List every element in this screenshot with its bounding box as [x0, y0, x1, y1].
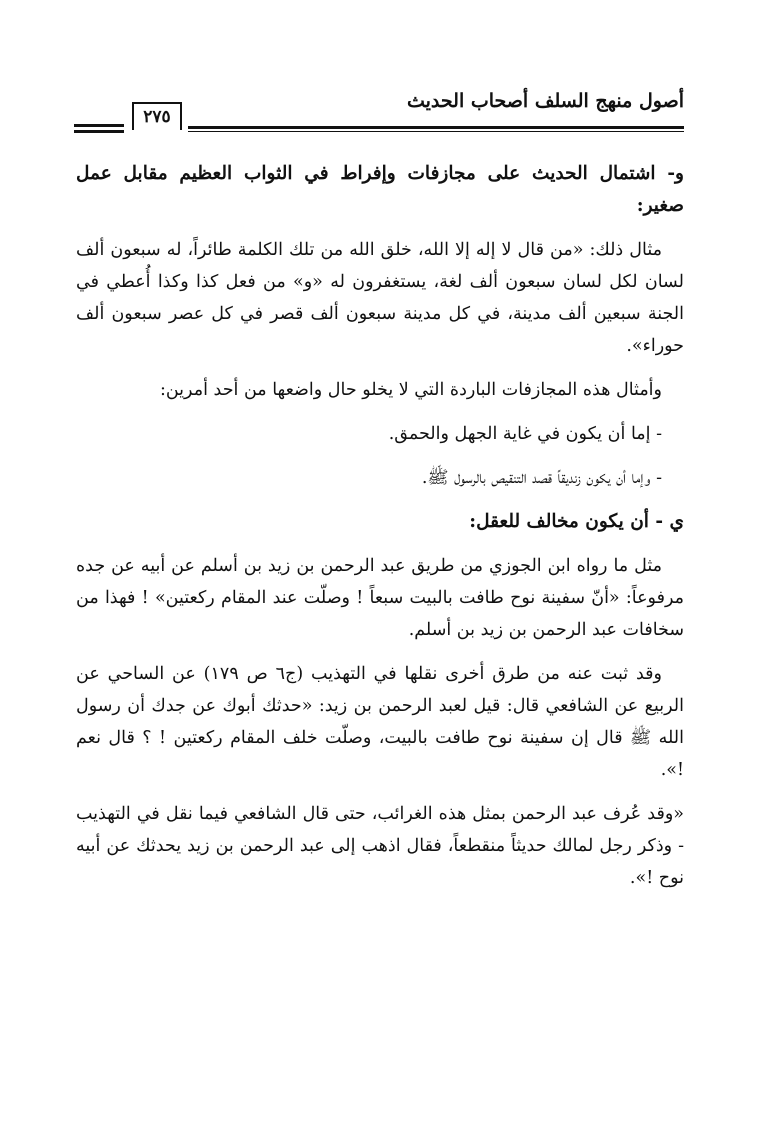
- paragraph-example: مثال ذلك: «من قال لا إله إلا الله، خلق الله من تلك الكلمة طائراً، له سبعون ألف لسان لكل لسان سبعون ألف لغة، يستغفرون له «و» من فعل كذا وكذا أُعطي في الجنة سبعين ألف مدينة، في كل مدينة سبعون ألف قصر في كل عصر سبعون ألف حوراء».: [76, 240, 684, 356]
- list-item-heresy: - وإما أن يكون زنديقاً قصد التنقيص بالرسول ﷺ.: [421, 468, 662, 488]
- header-rule-thin: [188, 131, 684, 132]
- section-heading-ya: ي - أن يكون مخالف للعقل:: [469, 511, 684, 532]
- header-rule-short-bottom: [74, 130, 124, 133]
- running-header-title: أصول منهج السلف أصحاب الحديث: [406, 90, 684, 112]
- header-rule-thick: [188, 126, 684, 129]
- paragraph-ibn-jawzi: مثل ما رواه ابن الجوزي من طريق عبد الرحمن بن زيد بن أسلم عن أبيه عن جده مرفوعاً: «أنّ سفينة نوح طافت بالبيت سبعاً ! وصلّت عند المقام ركعتين» ! فهذا من سخافات عبد الرحمن بن زيد بن أسلم.: [76, 556, 684, 640]
- section-heading-waw: و- اشتمال الحديث على مجازفات وإفراط في الثواب العظيم مقابل عمل صغير:: [76, 163, 684, 216]
- paragraph-gharaib: «وقد عُرف عبد الرحمن بمثل هذه الغرائب، حتى قال الشافعي فيما نقل في التهذيب - وذكر رجل لمالك حديثاً منقطعاً، فقال اذهب إلى عبد الرحمن بن زيد يحدثك عن أبيه نوح !».: [76, 804, 684, 888]
- paragraph-likes: وأمثال هذه المجازفات الباردة التي لا يخلو حال واضعها من أحد أمرين:: [159, 380, 662, 400]
- list-item-ignorance: - إما أن يكون في غاية الجهل والحمق.: [388, 424, 662, 444]
- page-number-box: ٢٧٥: [132, 102, 182, 130]
- header-rule-short-top: [74, 124, 124, 127]
- page-body: [76, 158, 684, 906]
- paragraph-thabat: وقد ثبت عنه من طرق أخرى نقلها في التهذيب (ج٦ ص ١٧٩) عن الساحي عن الربيع عن الشافعي قال: قيل لعبد الرحمن بن زيد: «حدثك أبوك عن جدك أن رسول الله ﷺ قال إن سفينة نوح طافت بالبيت، وصلّت خلف المقام ركعتين ! ؟ قال نعم !».: [76, 664, 684, 780]
